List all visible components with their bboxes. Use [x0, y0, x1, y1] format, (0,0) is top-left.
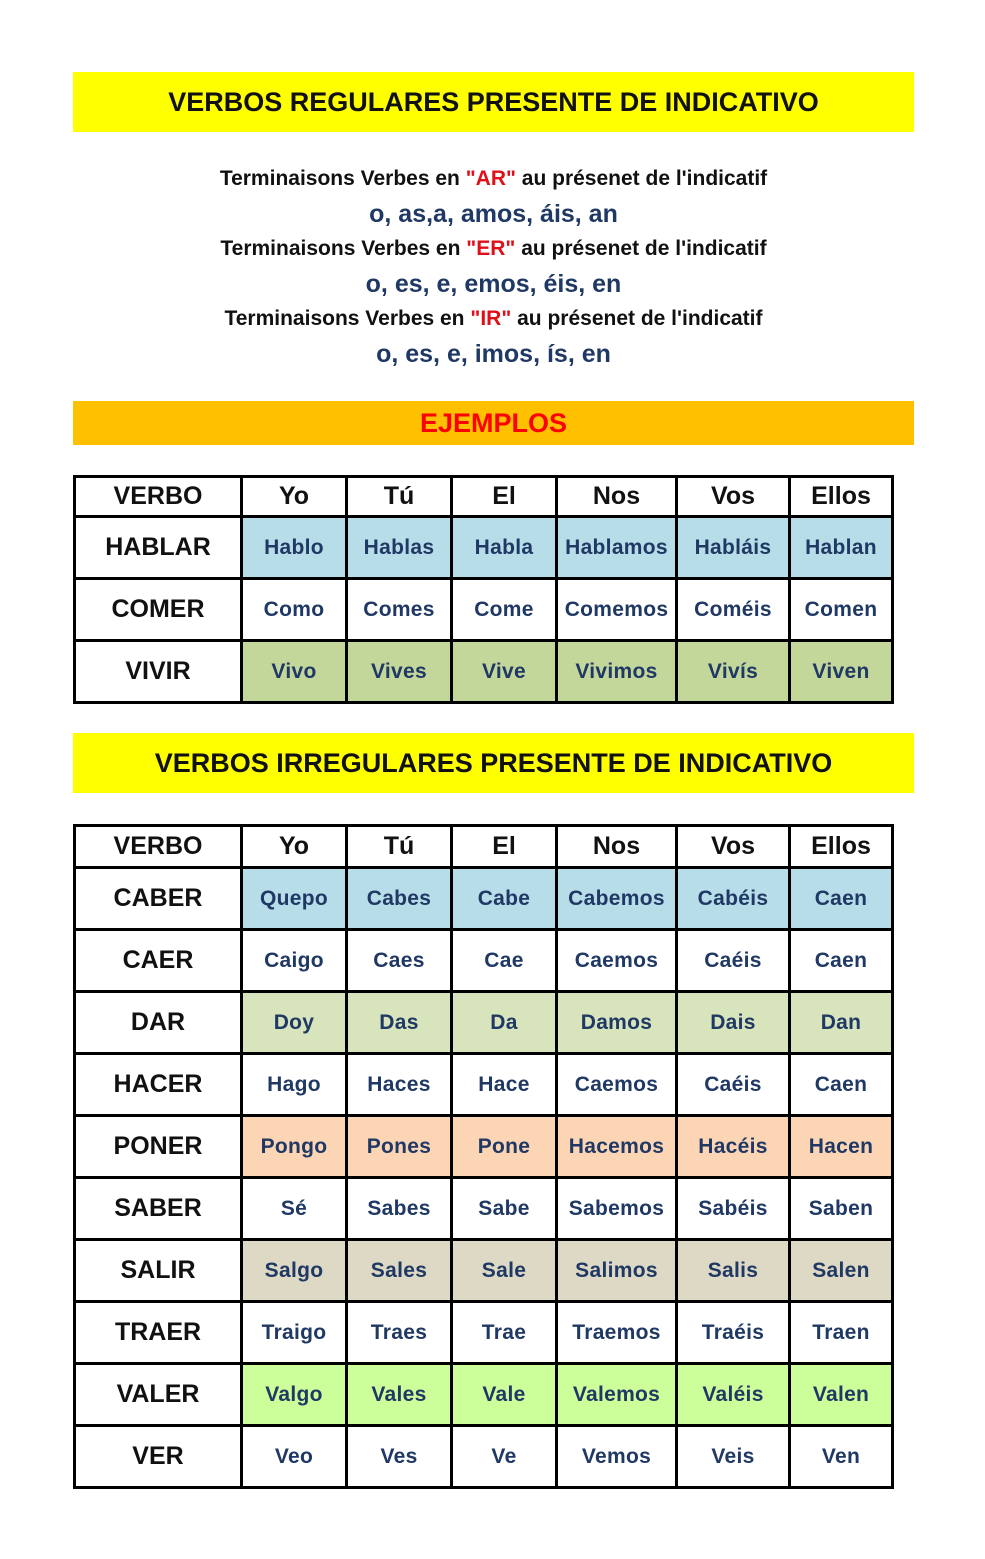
conjugated-form: Doy	[242, 992, 347, 1054]
conjugated-form: Hacen	[790, 1116, 893, 1178]
irregular-verbs-title: VERBOS IRREGULARES PRESENTE DE INDICATIVO	[73, 733, 914, 793]
verb-row	[75, 1426, 893, 1488]
conjugated-form: Hablas	[347, 517, 452, 579]
verb-name: DAR	[75, 992, 242, 1054]
conjugated-form: Haces	[347, 1054, 452, 1116]
conjugated-form: Veo	[242, 1426, 347, 1488]
conjugated-form: Vales	[347, 1364, 452, 1426]
conjugated-form: Caemos	[557, 1054, 677, 1116]
conjugated-form: Vive	[452, 641, 557, 703]
conjugated-form: Da	[452, 992, 557, 1054]
conjugated-form: Ven	[790, 1426, 893, 1488]
ir-rule: Terminaisons Verbes en "IR" au présenet de l'indicatif	[224, 307, 763, 330]
conjugated-form: Comen	[790, 579, 893, 641]
conjugated-form: Vives	[347, 641, 452, 703]
verb-row	[75, 1240, 893, 1302]
header-pronoun: Ellos	[790, 477, 893, 517]
verb-name: SALIR	[75, 1240, 242, 1302]
conjugated-form: Valen	[790, 1364, 893, 1426]
verb-row	[75, 1178, 893, 1240]
verb-row	[75, 641, 893, 703]
conjugated-form: Hablo	[242, 517, 347, 579]
conjugated-form: Salgo	[242, 1240, 347, 1302]
conjugated-form: Ve	[452, 1426, 557, 1488]
conjugated-form: Vivo	[242, 641, 347, 703]
conjugated-form: Hablamos	[557, 517, 677, 579]
conjugated-form: Vale	[452, 1364, 557, 1426]
header-pronoun: El	[452, 477, 557, 517]
ir-endings: o, es, e, imos, ís, en	[376, 340, 611, 368]
conjugated-form: Salimos	[557, 1240, 677, 1302]
verb-row	[75, 1364, 893, 1426]
conjugated-form: Traes	[347, 1302, 452, 1364]
regular-verbs-table	[73, 475, 894, 704]
conjugated-form: Hago	[242, 1054, 347, 1116]
verb-row	[75, 930, 893, 992]
conjugated-form: Caes	[347, 930, 452, 992]
conjugated-form: Comes	[347, 579, 452, 641]
verb-name: VER	[75, 1426, 242, 1488]
irregular-verbs-table	[73, 824, 894, 1489]
conjugated-form: Comemos	[557, 579, 677, 641]
conjugated-form: Ves	[347, 1426, 452, 1488]
conjugated-form: Dais	[677, 992, 790, 1054]
header-pronoun: El	[452, 826, 557, 868]
conjugated-form: Caigo	[242, 930, 347, 992]
endings-intro	[73, 162, 914, 372]
conjugated-form: Vivís	[677, 641, 790, 703]
header-row	[75, 477, 893, 517]
verb-row	[75, 992, 893, 1054]
header-verb: VERBO	[75, 477, 242, 517]
verb-row	[75, 517, 893, 579]
conjugated-form: Sé	[242, 1178, 347, 1240]
conjugated-form: Das	[347, 992, 452, 1054]
conjugated-form: Traéis	[677, 1302, 790, 1364]
er-endings: o, es, e, emos, éis, en	[365, 270, 622, 298]
conjugated-form: Caéis	[677, 930, 790, 992]
verb-name: CABER	[75, 868, 242, 930]
verb-name: CAER	[75, 930, 242, 992]
verb-row	[75, 1054, 893, 1116]
header-pronoun: Yo	[242, 826, 347, 868]
conjugated-form: Habla	[452, 517, 557, 579]
header-pronoun: Tú	[347, 477, 452, 517]
conjugated-form: Caen	[790, 868, 893, 930]
conjugated-form: Cae	[452, 930, 557, 992]
conjugated-form: Sabéis	[677, 1178, 790, 1240]
verb-row	[75, 579, 893, 641]
conjugated-form: Hablan	[790, 517, 893, 579]
conjugated-form: Vemos	[557, 1426, 677, 1488]
conjugated-form: Trae	[452, 1302, 557, 1364]
conjugated-form: Caemos	[557, 930, 677, 992]
header-pronoun: Vos	[677, 826, 790, 868]
conjugated-form: Hacéis	[677, 1116, 790, 1178]
conjugated-form: Cabéis	[677, 868, 790, 930]
verb-name: VIVIR	[75, 641, 242, 703]
conjugated-form: Quepo	[242, 868, 347, 930]
conjugated-form: Vivimos	[557, 641, 677, 703]
ejemplos-title: EJEMPLOS	[73, 401, 914, 445]
conjugated-form: Salen	[790, 1240, 893, 1302]
verb-name: SABER	[75, 1178, 242, 1240]
ar-endings: o, as,a, amos, áis, an	[369, 200, 618, 228]
conjugated-form: Damos	[557, 992, 677, 1054]
conjugated-form: Cabe	[452, 868, 557, 930]
verb-name: HABLAR	[75, 517, 242, 579]
header-pronoun: Yo	[242, 477, 347, 517]
header-verb: VERBO	[75, 826, 242, 868]
header-pronoun: Vos	[677, 477, 790, 517]
verb-name: PONER	[75, 1116, 242, 1178]
verb-name: HACER	[75, 1054, 242, 1116]
header-pronoun: Nos	[557, 477, 677, 517]
conjugated-form: Sabe	[452, 1178, 557, 1240]
er-rule: Terminaisons Verbes en "ER" au présenet de l'indicatif	[220, 237, 767, 260]
conjugated-form: Cabemos	[557, 868, 677, 930]
regular-verbs-title: VERBOS REGULARES PRESENTE DE INDICATIVO	[73, 72, 914, 132]
conjugated-form: Caen	[790, 930, 893, 992]
verb-row	[75, 1116, 893, 1178]
conjugated-form: Caéis	[677, 1054, 790, 1116]
conjugated-form: Hacemos	[557, 1116, 677, 1178]
conjugated-form: Sale	[452, 1240, 557, 1302]
conjugated-form: Como	[242, 579, 347, 641]
header-pronoun: Ellos	[790, 826, 893, 868]
conjugated-form: Pone	[452, 1116, 557, 1178]
verb-name: VALER	[75, 1364, 242, 1426]
conjugated-form: Veis	[677, 1426, 790, 1488]
conjugated-form: Valgo	[242, 1364, 347, 1426]
conjugated-form: Salis	[677, 1240, 790, 1302]
conjugated-form: Traigo	[242, 1302, 347, 1364]
conjugated-form: Sabemos	[557, 1178, 677, 1240]
conjugated-form: Valéis	[677, 1364, 790, 1426]
conjugated-form: Pones	[347, 1116, 452, 1178]
conjugated-form: Traemos	[557, 1302, 677, 1364]
conjugated-form: Cabes	[347, 868, 452, 930]
verb-row	[75, 1302, 893, 1364]
header-pronoun: Nos	[557, 826, 677, 868]
conjugated-form: Traen	[790, 1302, 893, 1364]
header-pronoun: Tú	[347, 826, 452, 868]
conjugated-form: Sabes	[347, 1178, 452, 1240]
conjugated-form: Pongo	[242, 1116, 347, 1178]
conjugated-form: Dan	[790, 992, 893, 1054]
verb-row	[75, 868, 893, 930]
header-row	[75, 826, 893, 868]
conjugated-form: Coméis	[677, 579, 790, 641]
verb-name: TRAER	[75, 1302, 242, 1364]
conjugated-form: Habláis	[677, 517, 790, 579]
conjugated-form: Viven	[790, 641, 893, 703]
conjugated-form: Come	[452, 579, 557, 641]
verb-name: COMER	[75, 579, 242, 641]
conjugated-form: Hace	[452, 1054, 557, 1116]
conjugated-form: Sales	[347, 1240, 452, 1302]
conjugated-form: Valemos	[557, 1364, 677, 1426]
ar-rule: Terminaisons Verbes en "AR" au présenet de l'indicatif	[219, 167, 768, 190]
conjugated-form: Saben	[790, 1178, 893, 1240]
conjugated-form: Caen	[790, 1054, 893, 1116]
